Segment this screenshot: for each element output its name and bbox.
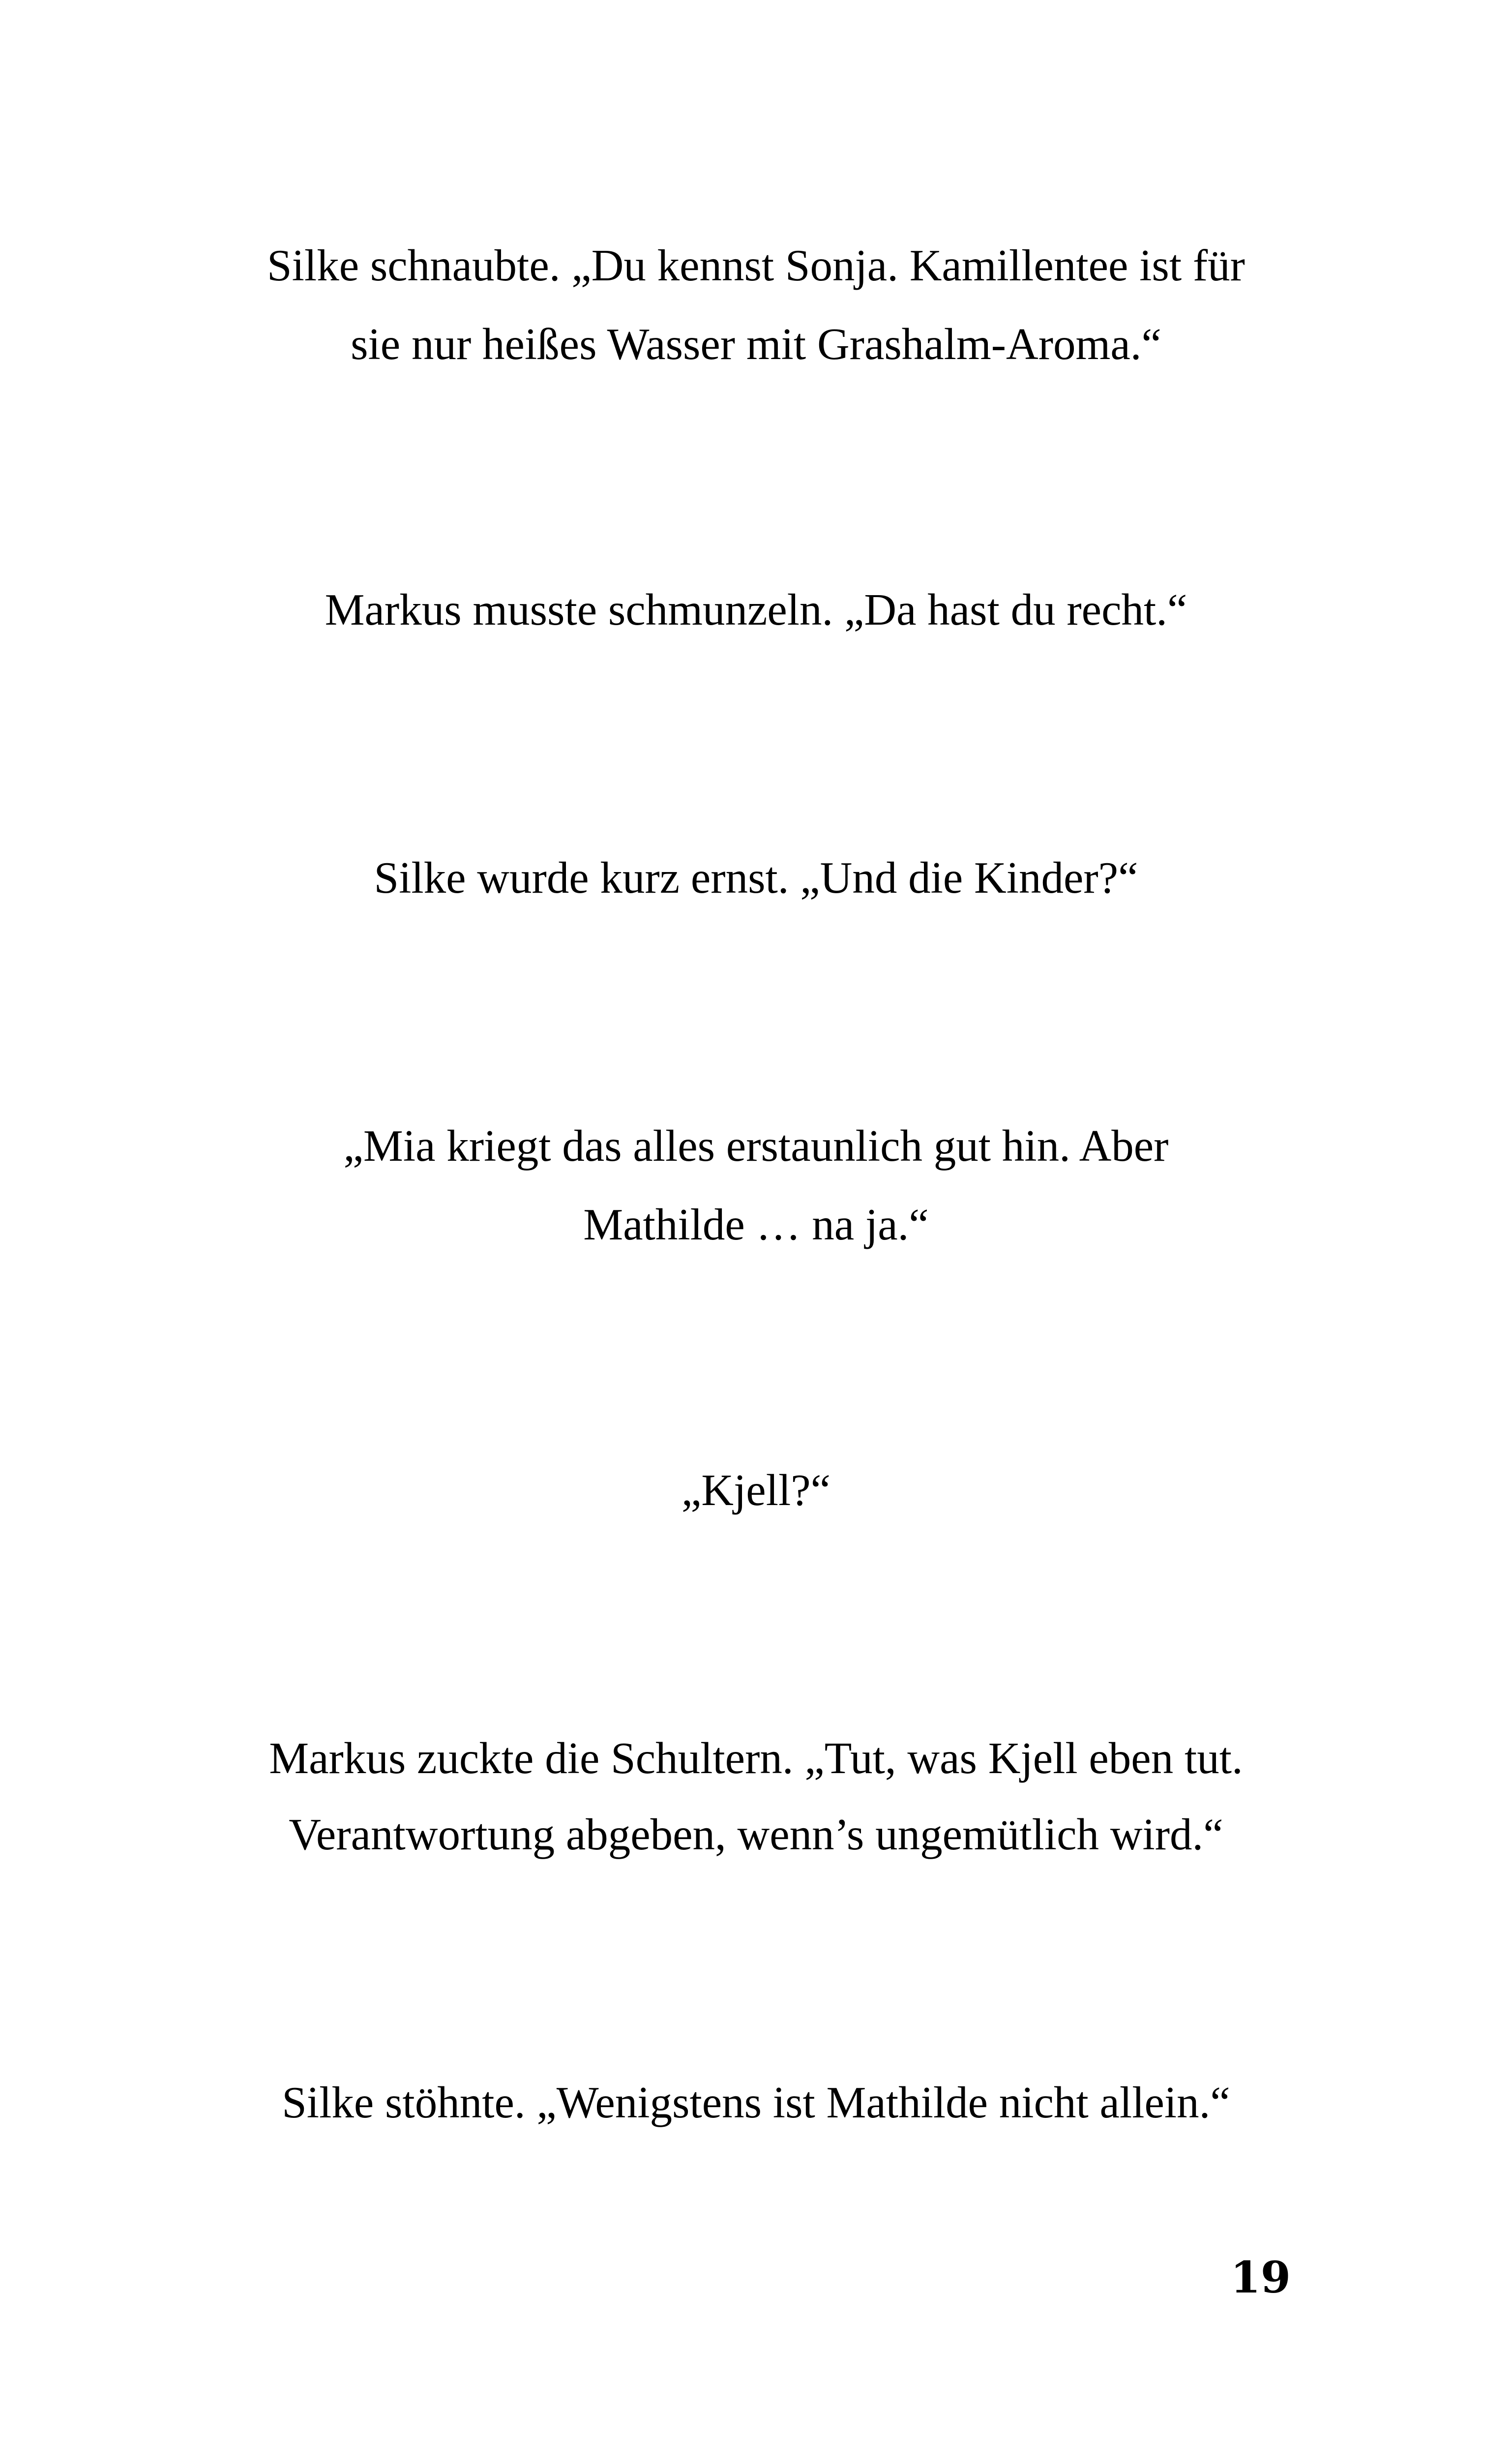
paragraph-1-line-1: Silke schnaubte. „Du kennst Sonja. Kamillentee ist für	[267, 241, 1245, 290]
paragraph-1-line-2: sie nur heißes Wasser mit Grashalm-Aroma.“	[351, 319, 1161, 369]
paragraph-5-line-1: „Kjell?“	[681, 1465, 831, 1515]
page-number: 19	[1230, 2252, 1291, 2303]
paragraph-4-line-2: Mathilde … na ja.“	[583, 1200, 929, 1249]
paragraph-3-line-1: Silke wurde kurz ernst. „Und die Kinder?“	[374, 853, 1138, 903]
paragraph-4-line-1: „Mia kriegt das alles erstaunlich gut hin. Aber	[343, 1121, 1169, 1171]
paragraph-2-line-1: Markus musste schmunzeln. „Da hast du recht.“	[325, 585, 1187, 634]
paragraph-6-line-1: Markus zuckte die Schultern. „Tut, was Kjell eben tut.	[269, 1733, 1243, 1783]
paragraph-7-line-1: Silke stöhnte. „Wenigstens ist Mathilde nicht allein.“	[282, 2078, 1230, 2127]
paragraph-6-line-2: Verantwortung abgeben, wenn’s ungemütlich wird.“	[289, 1810, 1223, 1859]
